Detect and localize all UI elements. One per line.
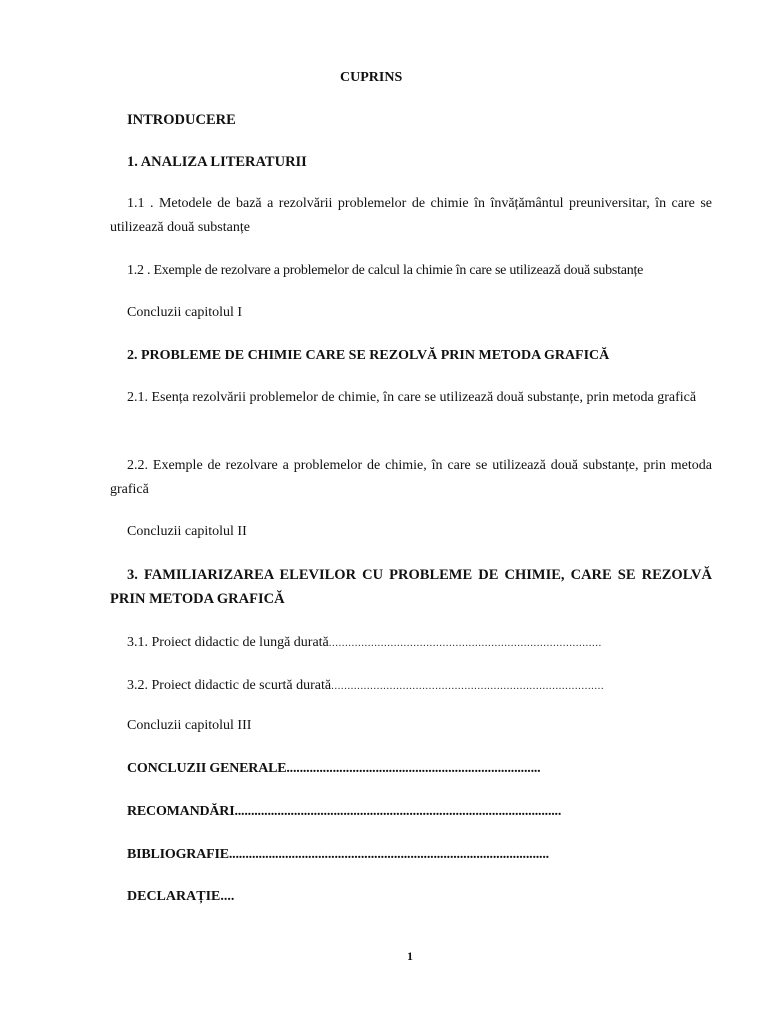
toc-conclusion-3: Concluzii capitolul III xyxy=(127,718,252,733)
toc-section-3-1-label: 3.1. Proiect didactic de lungă durată xyxy=(127,635,329,650)
toc-section-3-2 xyxy=(127,674,604,698)
toc-section-3-2-label: 3.2. Proiect didactic de scurtă durată xyxy=(127,678,332,693)
page-number: 1 xyxy=(407,949,413,963)
toc-conclusion-1: Concluzii capitolul I xyxy=(127,305,243,320)
toc-title: CUPRINS xyxy=(340,70,403,85)
toc-concluzii-generale: CONCLUZII GENERALE............................................................................. xyxy=(127,761,541,776)
toc-chapter-3: 3. FAMILIARIZAREA ELEVILOR CU PROBLEME DE CHIMIE, CARE SE REZOLVĂ PRIN METODA GRAFICĂ xyxy=(110,567,712,607)
toc-section-3-1 xyxy=(127,631,602,655)
toc-chapter-2: 2. PROBLEME DE CHIMIE CARE SE REZOLVĂ PRIN METODA GRAFICĂ xyxy=(127,348,610,363)
toc-section-3-1-leader: .................................................................................... xyxy=(328,637,602,649)
toc-conclusion-2: Concluzii capitolul II xyxy=(127,524,247,539)
toc-section-1-1: 1.1 . Metodele de bază a rezolvării problemelor de chimie în învățământul preuniversitar, în care se utilizează două substanțe xyxy=(110,196,712,235)
toc-section-3-2-leader: .................................................................................... xyxy=(331,680,605,692)
toc-bibliografie: BIBLIOGRAFIE................................................................................................. xyxy=(127,847,549,862)
toc-chapter-1: 1. ANALIZA LITERATURII xyxy=(127,154,307,170)
toc-declaratie: DECLARAȚIE.... xyxy=(127,889,235,904)
toc-section-2-1: 2.1. Esența rezolvării problemelor de chimie, în care se utilizează două substanțe, prin metoda grafică xyxy=(127,390,697,405)
toc-recomandari: RECOMANDĂRI................................................................................................... xyxy=(127,804,562,819)
toc-section-1-2: 1.2 . Exemple de rezolvare a problemelor de calcul la chimie în care se utilizează două substanțe xyxy=(127,263,644,278)
toc-section-2-2: 2.2. Exemple de rezolvare a problemelor de chimie, în care se utilizează două substanțe, prin metoda grafică xyxy=(110,458,712,497)
toc-introducere: INTRODUCERE xyxy=(127,112,236,128)
